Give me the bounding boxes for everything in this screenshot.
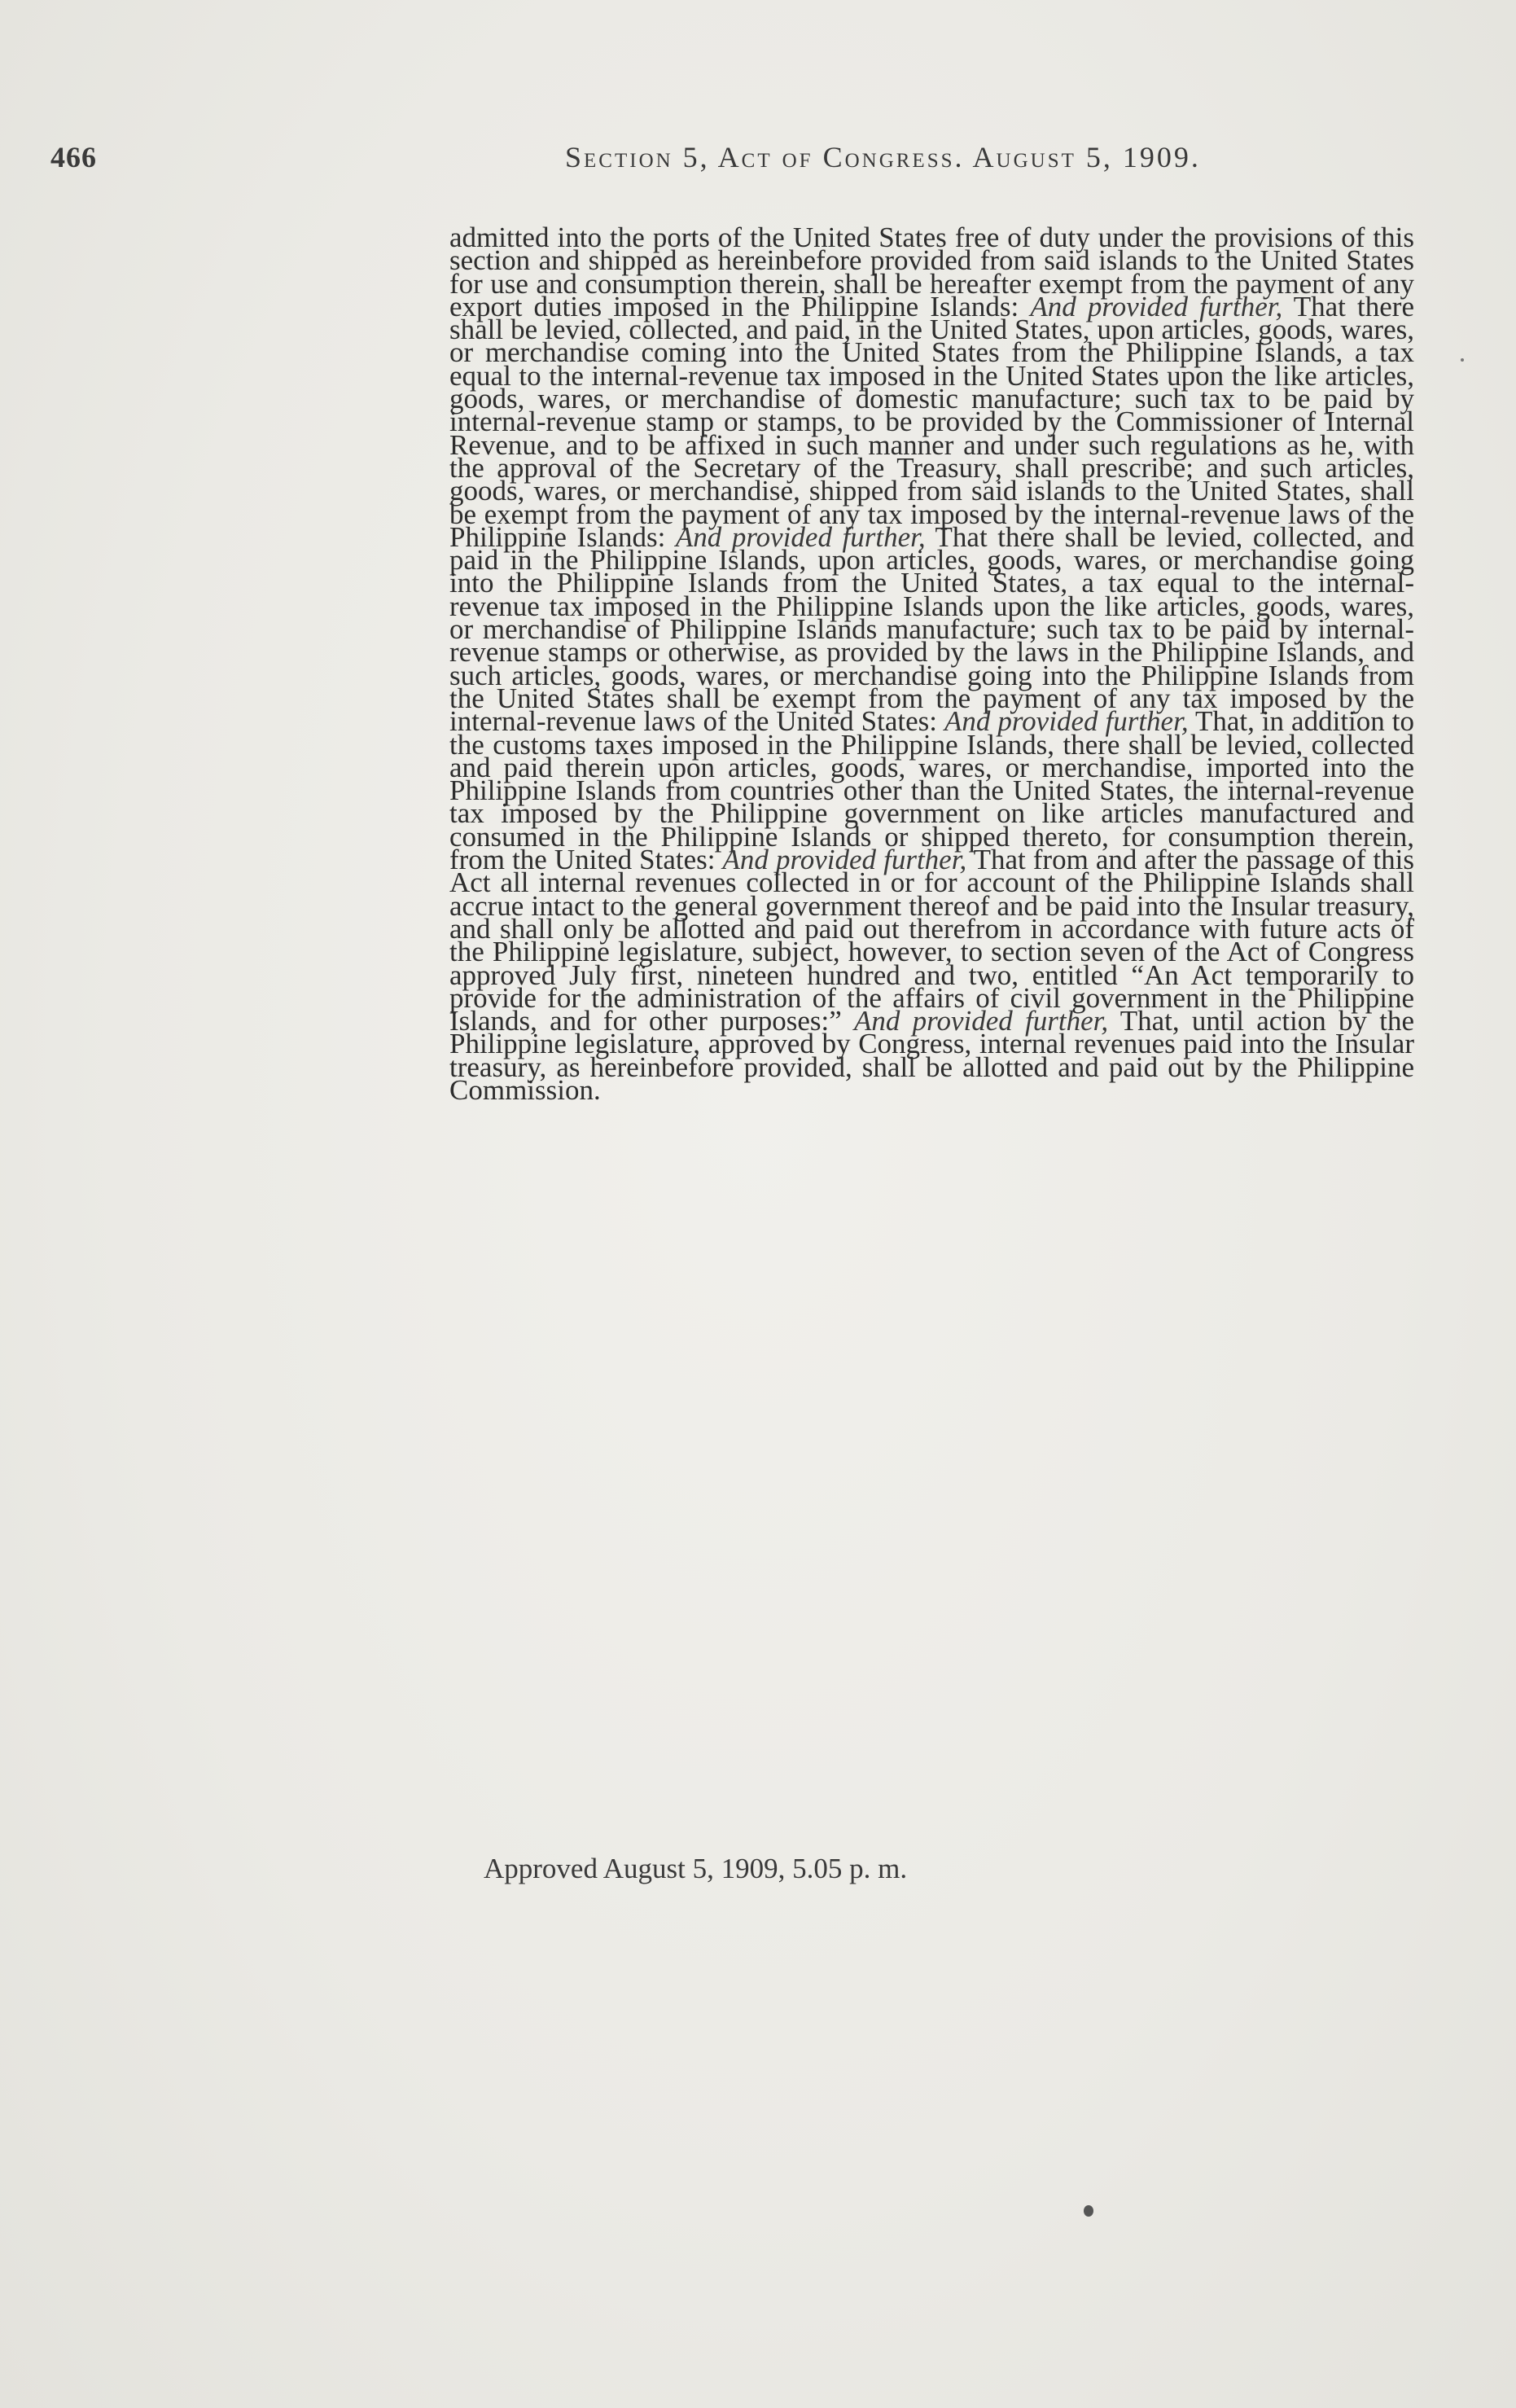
running-head: Section 5, Act of Congress. August 5, 1909. [565, 141, 1201, 173]
proviso-italic: And provided further, [944, 705, 1189, 738]
proviso-italic: And provided further, [854, 1005, 1109, 1037]
proviso-italic: And provided further, [722, 844, 967, 876]
text-segment: admitted into the ports of the United States free of duty under the provisions of this section and shipped as hereinbefore provided from said islands to the United States for use and consumption therein, shall be hereafter exempt from the payment of any export duties imposed in the Philippine Islands: [449, 222, 1414, 322]
text-segment: That, until action by the Philippine legislature, approved by Congress, internal revenues paid into the Insular treasury, as hereinbefore provided, shall be allotted and paid out by the Philippine Commission. [449, 1005, 1414, 1106]
text-segment: That there shall be levied, collected, and paid in the Philippine Islands, upon articles, goods, wares, or merchandise going into the Philippine Islands from the United States, a tax equal to the internal-revenue tax imposed in the Philippine Islands upon the like articles, goods, wares, or merchandise of Philippine Islands manufacture; such tax to be paid by internal-revenue stamps or otherwise, as provided by the laws in the Philippine Islands, and such articles, goods, wares, or merchandise going into the Philippine Islands from the United States shall be exempt from the payment of any tax imposed by the internal-revenue laws of the United States: [449, 520, 1414, 738]
body-paragraph [449, 222, 1414, 1106]
proviso-italic: And provided further, [1030, 290, 1283, 322]
page-number: 466 [50, 141, 97, 173]
text-segment: That, in addition to the customs taxes imposed in the Philippine Islands, there shall be levied, collected and paid therein upon articles, goods, wares, or merchandise, imported into the Philippine Islands from countries other than the United States, the internal-revenue tax imposed by the Philippine government on like articles manufactured and consumed in the Philippine Islands or shipped thereto, for consumption therein, from the United States: [449, 705, 1414, 876]
text-segment: That from and after the passage of this Act all internal revenues collected in or for account of the Philippine Islands shall accrue intact to the general government thereof and be paid into the Insular treasury, and shall only be allotted and paid out therefrom in accordance with future acts of the Philippine legislature, subject, however, to section seven of the Act of Congress approved July first, nineteen hundred and two, entitled “An Act temporarily to provide for the administration of the affairs of civil government in the Philippine Islands, and for other purposes:” [449, 844, 1414, 1037]
ink-speck [1461, 358, 1464, 362]
text-segment: That there shall be levied, collected, and paid, in the United States, upon articles, goods, wares, or merchandise coming into the United States from the Philippine Islands, a tax equal to the internal-revenue tax imposed in the United States upon the like articles, goods, wares, or merchandise of domestic manufacture; such tax to be paid by internal-revenue stamp or stamps, to be provided by the Commissioner of Internal Revenue, and to be affixed in such manner and under such regulations as he, with the approval of the Secretary of the Treasury, shall prescribe; and such articles, goods, wares, or merchandise, shipped from said islands to the United States, shall be exempt from the payment of any tax imposed by the internal-revenue laws of the Philippine Islands: [449, 290, 1414, 553]
body-text [449, 222, 1414, 1106]
page-header [50, 140, 1435, 189]
approval-line: Approved August 5, 1909, 5.05 p. m. [484, 1853, 908, 1884]
ink-speck [1084, 2205, 1093, 2217]
proviso-italic: And provided further, [675, 520, 926, 553]
